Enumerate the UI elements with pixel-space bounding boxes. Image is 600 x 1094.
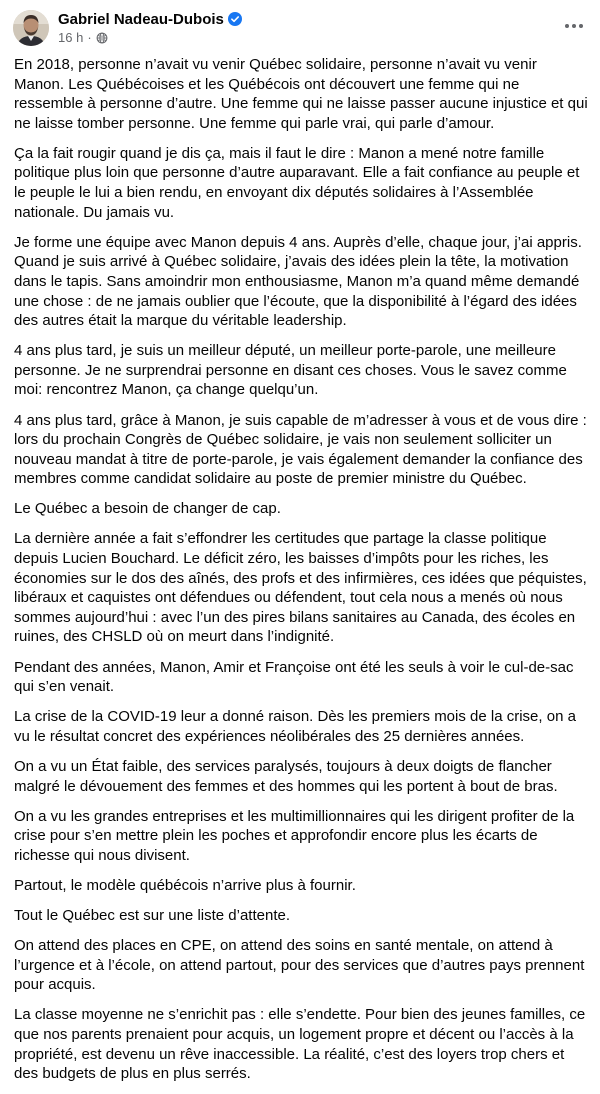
post-paragraph: On a vu les grandes entreprises et les multimillionnaires qui les dirigent profiter de la crise pour s’en mettre plein les poches et approfondir encore plus les écarts de richesse qui nous divisent. bbox=[14, 807, 575, 864]
post-paragraph: La classe moyenne ne s’enrichit pas : elle s’endette. Pour bien des jeunes familles, ce que nos parents prenaient pour acquis, un logement propre et décent ou l’accès à la propriété, est devenu un rêve inaccessible. La réalité, c’est des loyers trop chers et des budgets de plus en plus serrés. bbox=[14, 1006, 586, 1083]
timestamp[interactable]: 16 h bbox=[58, 30, 84, 45]
author-name[interactable] bbox=[58, 10, 242, 30]
more-options-button[interactable] bbox=[562, 14, 586, 38]
post-paragraph: En 2018, personne n’avait vu venir Québec solidaire, personne n’avait vu venir Manon. Les Québécoises et les Québécois ont découvert une femme qui ne ressemble à personne d’autre. Une femme qui ne laisse passer aucune injustice et qui ne laisse tomber personne. Une femme qui parle vrai, qui parle d’amour. bbox=[14, 56, 588, 132]
post-paragraph: La crise de la COVID-19 leur a donné raison. Dès les premiers mois de la crise, on a vu le résultat concret des expériences néolibérales des 25 dernières années. bbox=[14, 708, 576, 745]
post-text bbox=[14, 55, 588, 1094]
post-paragraph: Ça la fait rougir quand je dis ça, mais il faut le dire : Manon a mené notre famille politique plus loin que personne d’autre auparavant. Elle a fait confiance au peuple et le peuple le lui a bien rendu, en envoyant dix députés solidaires à l’Assemblée nationale. Du jamais vu. bbox=[14, 144, 580, 221]
post-header bbox=[0, 0, 600, 52]
post-meta bbox=[58, 30, 108, 46]
post-paragraph: Je forme une équipe avec Manon depuis 4 ans. Auprès d’elle, chaque jour, j’ai appris. Quand je suis arrivé à Québec solidaire, j’avais des idées plein la tête, la motivation dans le tapis. Sans amoindrir mon enthousiasme, Manon m’a quand même demandé une chose : de ne jamais oublier que l’écoute, que la disponibilité à l’égard des idées des autres était la marque du véritable leadership. bbox=[14, 233, 582, 330]
meta-separator: · bbox=[87, 30, 92, 45]
post-paragraph: 4 ans plus tard, grâce à Manon, je suis capable de m’adresser à vous et de vous dire : lors du prochain Congrès de Québec solidaire, je vais non seulement solliciter un nouveau mandat à titre de porte-parole, je vais également demander la confiance des membres comme candidat solidaire au poste de premier ministre du Québec. bbox=[14, 411, 587, 488]
globe-icon[interactable] bbox=[96, 32, 108, 44]
post-paragraph: Pendant des années, Manon, Amir et Françoise ont été les seuls à voir le cul-de-sac qui s’en venait. bbox=[14, 658, 574, 696]
avatar-photo-icon bbox=[13, 10, 49, 46]
post-paragraph: Partout, le modèle québécois n’arrive plus à fournir. bbox=[14, 876, 356, 894]
post-paragraph: 4 ans plus tard, je suis un meilleur député, un meilleur porte-parole, une meilleure personne. Je ne surprendrai personne en disant ces choses. Vous le savez comme moi: rencontrez Manon, ça change quelqu’un. bbox=[14, 342, 567, 399]
post-paragraph: Le Québec a besoin de changer de cap. bbox=[14, 500, 281, 518]
author-name-text[interactable]: Gabriel Nadeau-Dubois bbox=[58, 11, 224, 28]
avatar[interactable] bbox=[13, 10, 49, 46]
post-paragraph: On a vu un État faible, des services paralysés, toujours à deux doigts de flancher malgré le dévouement des femmes et des hommes qui les portent à bout de bras. bbox=[14, 757, 558, 795]
verified-badge-icon bbox=[228, 12, 242, 26]
more-horizontal-icon bbox=[564, 23, 584, 29]
post-paragraph: On attend des places en CPE, on attend des soins en santé mentale, on attend à l’urgence et à l’école, on attend partout, pour des services que d’autres pays prennent pour acquis. bbox=[14, 937, 585, 994]
post-paragraph: La dernière année a fait s’effondrer les certitudes que partage la classe politique depuis Lucien Bouchard. Le déficit zéro, les baisses d’impôts pour les riches, les économies sur le dos des aînés, des profs et des infirmières, ces idées que péquistes, libéraux et caquistes ont défendues ou défendent, tout cela nous a menés où nous sommes aujourd’hui : avec l’un des pires bilans sanitaires au Canada, des écoles en ruines, des CHSLD où on meurt dans l’indignité. bbox=[14, 530, 587, 646]
post-paragraph: Tout le Québec est sur une liste d’attente. bbox=[14, 906, 290, 924]
